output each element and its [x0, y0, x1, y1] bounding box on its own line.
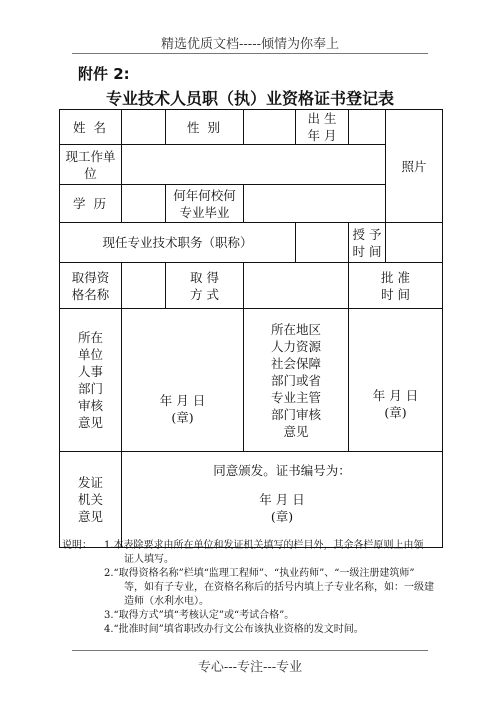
qualification-field[interactable]	[122, 263, 166, 309]
region-review-label-line: 人力资源	[270, 338, 321, 354]
birth-label-line1: 出 生	[307, 111, 337, 126]
note-spacer	[62, 567, 104, 609]
note-2-line3: 造师（水利水电）。	[124, 596, 209, 607]
graduated-label	[166, 185, 244, 223]
birth-label	[296, 110, 349, 145]
notes-lead: 说明：	[62, 540, 92, 551]
unit-review-seal: (章)	[171, 410, 194, 425]
method-label-line1: 取 得	[190, 269, 219, 285]
current-title-label: 现任专业技术职务（职称）	[60, 223, 296, 263]
grant-time-label	[349, 223, 386, 263]
unit-review-label-line: 审核	[77, 398, 103, 413]
graduated-field[interactable]	[244, 185, 386, 223]
note-text	[104, 609, 442, 623]
note-3-line1: 3.“取得方式”填“考核认定”或“考试合格”。	[104, 610, 295, 621]
unit-review-label-line: 部门	[77, 381, 103, 396]
note-1-line1: 1.本表除要求由所在单位和发证机关填写的栏目外，其余各栏原则上由领	[104, 540, 424, 551]
qualification-label-line2: 格名称	[71, 286, 110, 302]
unit-review-label-line: 单位	[77, 347, 103, 362]
education-field[interactable]	[122, 185, 166, 223]
note-2-line2: 等，如有子专业，在资格名称后的括号内填上子专业名称，如：一级建	[124, 582, 434, 593]
education-label: 学 历	[60, 185, 122, 223]
issuer-field[interactable]	[122, 452, 443, 548]
name-field[interactable]	[122, 110, 166, 145]
header-rule	[72, 53, 428, 54]
note-item	[62, 539, 442, 567]
note-item	[62, 567, 442, 609]
unit-review-label	[60, 309, 122, 452]
issuer-seal: (章)	[270, 509, 294, 524]
issuer-date: 年 月 日	[259, 492, 305, 507]
note-text	[104, 623, 442, 637]
note-item	[62, 609, 442, 623]
page-footer: 专心---专注---专业	[197, 660, 303, 675]
region-review-field[interactable]	[349, 309, 443, 452]
gender-label: 性 别	[166, 110, 244, 145]
qualification-label-line1: 取得资	[71, 269, 110, 285]
graduated-label-line1: 何年何校何	[173, 187, 236, 203]
unit-review-label-line: 意见	[77, 415, 103, 430]
region-review-label-line: 意见	[283, 423, 309, 439]
note-text	[104, 539, 442, 567]
footer-rule	[72, 650, 428, 651]
note-spacer	[62, 609, 104, 623]
issuer-label	[60, 452, 122, 548]
form-title: 专业技术人员职（执）业资格证书登记表	[105, 89, 394, 108]
photo-cell[interactable]	[386, 110, 443, 223]
birth-field[interactable]	[349, 110, 386, 145]
region-review-label-line: 部门或省	[270, 372, 321, 388]
region-review-label-line: 所在地区	[270, 321, 321, 337]
region-review-label-line: 社会保障	[270, 355, 321, 371]
region-review-seal: (章)	[384, 405, 407, 420]
photo-label: 照片	[401, 158, 427, 174]
notes-section	[62, 539, 442, 637]
issuer-label-line: 发证	[77, 475, 103, 490]
grant-time-field[interactable]	[386, 223, 443, 263]
region-review-date: 年 月 日	[372, 388, 419, 403]
region-review-label	[244, 309, 349, 452]
note-4-line1: 4.“批准时间”填省职改办行文公布该执业资格的发文时间。	[104, 624, 364, 635]
note-item	[62, 623, 442, 637]
method-field[interactable]	[244, 263, 349, 309]
unit-review-label-line: 所在	[77, 330, 103, 345]
workplace-field[interactable]	[122, 145, 386, 185]
issuer-label-line: 机关	[77, 492, 103, 507]
note-2-line1: 2.“取得资格名称”栏填“监理工程师”、“执业药师”、“一级注册建筑师”	[104, 568, 415, 579]
method-label	[166, 263, 244, 309]
name-label: 姓 名	[60, 110, 122, 145]
approval-time-cell[interactable]	[349, 263, 443, 309]
grant-time-label-line2: 时 间	[352, 243, 382, 259]
gender-field[interactable]	[244, 110, 296, 145]
registration-form	[59, 109, 443, 548]
page-header: 精选优质文档-----倾情为你奉上	[161, 37, 339, 52]
qualification-label	[60, 263, 122, 309]
unit-review-label-line: 人事	[77, 364, 103, 379]
region-review-label-line: 专业主管	[270, 389, 321, 405]
issuer-text: 同意颁发。证书编号为：	[213, 463, 351, 478]
method-label-line2: 方 式	[190, 286, 219, 302]
unit-review-date: 年 月 日	[159, 393, 206, 408]
note-1-line2: 证人填写。	[124, 554, 174, 565]
region-review-label-line: 部门审核	[270, 406, 321, 422]
grant-time-label-line1: 授 予	[352, 226, 382, 242]
workplace-label: 现工作单位	[60, 145, 122, 185]
birth-label-line2: 年 月	[307, 128, 337, 143]
current-title-field[interactable]	[296, 223, 349, 263]
approval-time-label-line1: 批 准	[381, 269, 410, 285]
attachment-label: 附件 2:	[78, 65, 130, 83]
issuer-label-line: 意见	[77, 509, 103, 524]
approval-time-label-line2: 时 间	[381, 286, 410, 302]
note-text	[104, 567, 442, 609]
graduated-label-line2: 专业毕业	[179, 204, 230, 220]
unit-review-field[interactable]	[122, 309, 244, 452]
note-spacer	[62, 623, 104, 637]
